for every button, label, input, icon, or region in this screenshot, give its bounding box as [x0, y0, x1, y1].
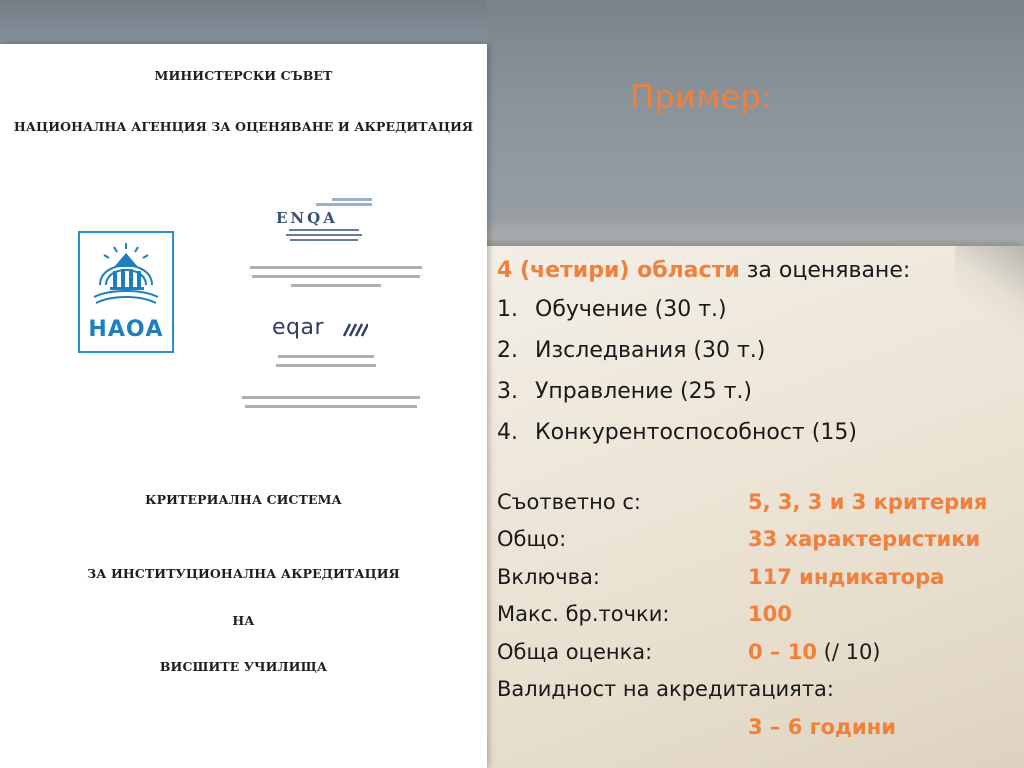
summary-value-criteria: 5, 3, 3 и 3 критерия — [748, 490, 988, 514]
enqa-subtitle — [276, 229, 372, 241]
doc-header-ministry: МИНИСТЕРСКИ СЪВЕТ — [154, 68, 333, 83]
summary-label-overall-score: Обща оценка: — [497, 640, 653, 664]
summary-label-max-points: Макс. бр.точки: — [497, 602, 670, 626]
summary-label-validity: Валидност на акредитацията: — [497, 677, 834, 701]
naoa-logo-text: НАОА — [88, 317, 164, 342]
summary-label-includes: Включва: — [497, 565, 600, 589]
area-item — [497, 420, 857, 446]
doc-title-accreditation: ЗА ИНСТИТУЦИОНАЛНА АКРЕДИТАЦИЯ — [87, 566, 400, 581]
doc-title-criteria: КРИТЕРИАЛНА СИСТЕМА — [145, 492, 342, 507]
page-curl — [955, 246, 1024, 336]
area-item — [497, 297, 727, 323]
doc-title-of: НА — [232, 613, 255, 628]
summary-value-max-points: 100 — [748, 602, 792, 626]
overall-score-range: 0 – 10 — [748, 640, 817, 664]
summary-value-total: 33 характеристики — [748, 527, 981, 551]
overall-score-suffix: (/ 10) — [816, 640, 881, 664]
summary-label-criteria: Съответно с: — [497, 490, 641, 514]
eqar-slashes-icon — [342, 323, 368, 337]
area-item — [497, 379, 752, 405]
enqa-logo-text: ENQA — [276, 209, 338, 227]
area-item-label: Конкурентоспособност (15) — [535, 420, 857, 445]
areas-intro — [497, 258, 910, 284]
summary-label-total: Общо: — [497, 527, 567, 551]
document-cover-image — [0, 44, 487, 768]
naoa-logo — [78, 231, 174, 353]
enqa-logo — [276, 198, 376, 248]
enqa-membership-text — [246, 266, 426, 287]
summary-value-includes: 117 индикатора — [748, 565, 945, 589]
slide-title: Пример: — [630, 78, 773, 116]
doc-title-universities: ВИСШИТЕ УЧИЛИЩА — [159, 659, 328, 674]
areas-count: 4 (четири) области — [497, 258, 740, 283]
eqar-membership-text — [236, 396, 426, 408]
summary-value-validity: 3 – 6 години — [748, 715, 896, 739]
summary-value-overall-score — [748, 639, 881, 665]
area-item-label: Обучение (30 т.) — [535, 297, 727, 322]
naoa-emblem-icon — [86, 239, 166, 315]
area-item-label: Управление (25 т.) — [535, 379, 752, 404]
eqar-logo — [272, 315, 372, 341]
area-item-number: 1. — [497, 297, 518, 322]
eqar-logo-text: eqar — [272, 315, 325, 340]
area-item — [497, 338, 765, 364]
area-item-label: Изследвания (30 т.) — [535, 338, 766, 363]
area-item-number: 2. — [497, 338, 518, 363]
doc-header-agency: НАЦИОНАЛНА АГЕНЦИЯ ЗА ОЦЕНЯВАНЕ И АКРЕДИТАЦИЯ — [13, 119, 474, 134]
areas-intro-rest: за оценяване: — [739, 258, 911, 283]
area-item-number: 4. — [497, 420, 518, 445]
area-item-number: 3. — [497, 379, 518, 404]
eqar-name-text — [266, 355, 386, 367]
